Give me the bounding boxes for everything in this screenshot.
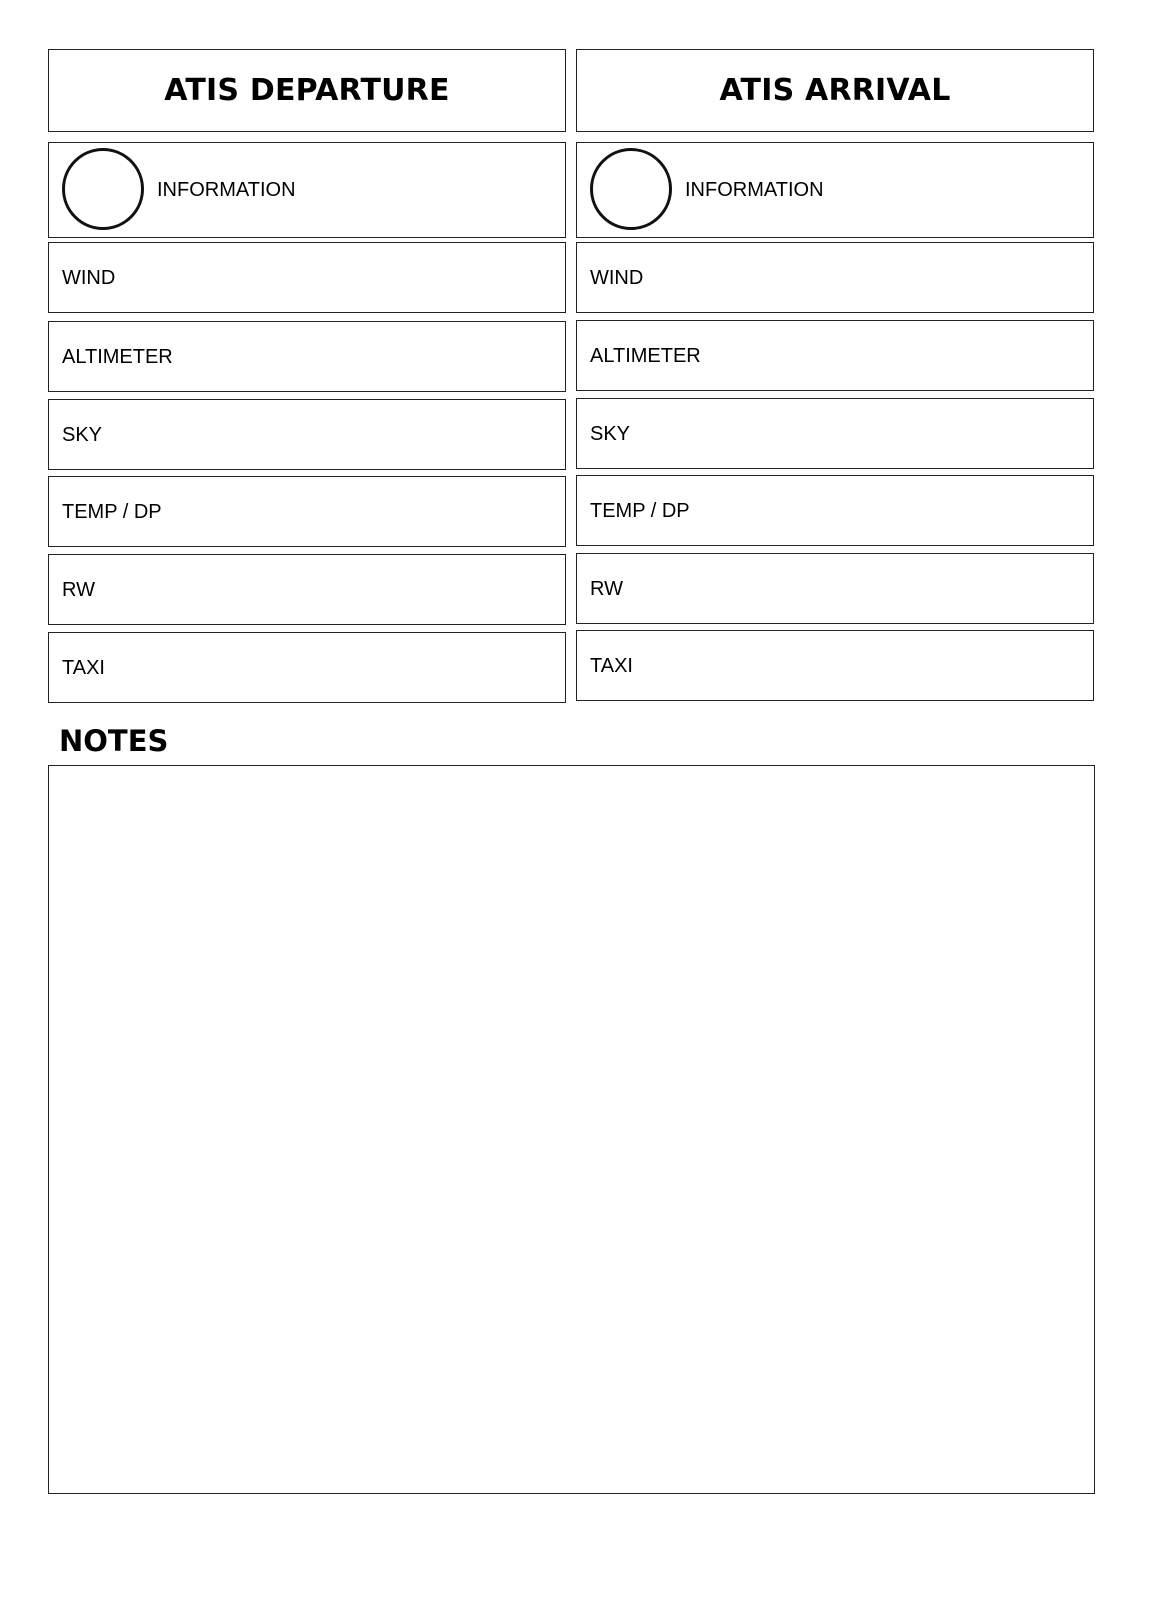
arrival-title: ATIS ARRIVAL (719, 73, 951, 108)
arrival-information-field[interactable] (576, 142, 1094, 238)
arrival-temp-dp-label: TEMP / DP (590, 500, 690, 522)
arrival-taxi-field[interactable] (576, 630, 1094, 701)
departure-taxi-field[interactable] (48, 632, 566, 703)
arrival-wind-field[interactable] (576, 242, 1094, 313)
departure-taxi-label: TAXI (62, 657, 105, 679)
arrival-altimeter-field[interactable] (576, 320, 1094, 391)
arrival-altimeter-label: ALTIMETER (590, 345, 701, 367)
arrival-sky-label: SKY (590, 423, 631, 445)
notes-area[interactable] (48, 765, 1095, 1494)
departure-sky-field[interactable] (48, 399, 566, 470)
departure-altimeter-label: ALTIMETER (62, 346, 173, 368)
departure-information-field[interactable] (48, 142, 566, 238)
departure-title: ATIS DEPARTURE (164, 73, 450, 108)
departure-temp-dp-field[interactable] (48, 476, 566, 547)
departure-wind-field[interactable] (48, 242, 566, 313)
departure-information-label: INFORMATION (157, 179, 296, 201)
arrival-sky-field[interactable] (576, 398, 1094, 469)
departure-rw-field[interactable] (48, 554, 566, 625)
arrival-information-label: INFORMATION (685, 179, 824, 201)
notes-title: NOTES (59, 724, 169, 758)
departure-altimeter-field[interactable] (48, 321, 566, 392)
arrival-taxi-label: TAXI (590, 655, 633, 677)
information-letter-circle-icon[interactable] (62, 148, 144, 230)
arrival-temp-dp-field[interactable] (576, 475, 1094, 546)
departure-rw-label: RW (62, 579, 95, 601)
departure-sky-label: SKY (62, 424, 103, 446)
arrival-rw-field[interactable] (576, 553, 1094, 624)
departure-title-box (48, 49, 566, 132)
departure-temp-dp-label: TEMP / DP (62, 501, 162, 523)
arrival-wind-label: WIND (590, 267, 644, 289)
arrival-title-box (576, 49, 1094, 132)
departure-wind-label: WIND (62, 267, 116, 289)
information-letter-circle-icon[interactable] (590, 148, 672, 230)
arrival-rw-label: RW (590, 578, 623, 600)
